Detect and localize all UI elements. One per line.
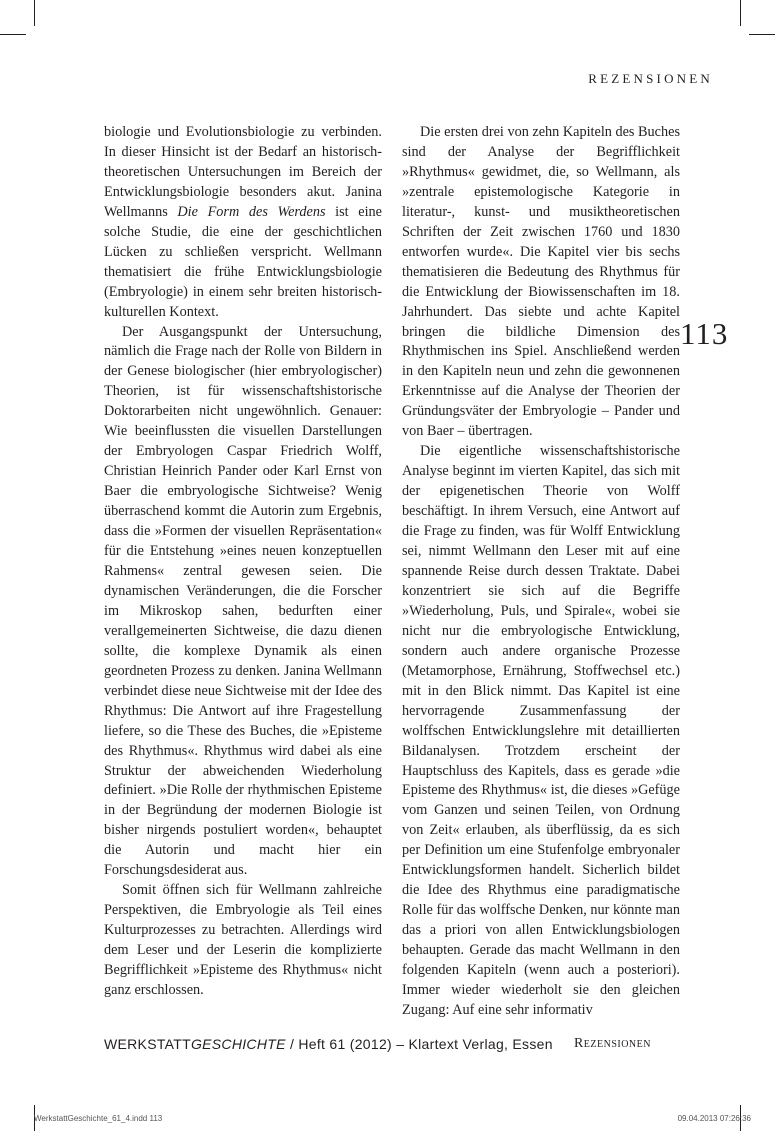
section-header: REZENSIONEN	[588, 71, 713, 86]
page-footer	[104, 1036, 651, 1052]
footer-citation: WERKSTATTGESCHICHTE / Heft 61 (2012) – Klartext Verlag, Essen	[104, 1036, 553, 1052]
crop-mark	[740, 0, 741, 26]
left-text-column	[104, 123, 382, 1001]
paragraph: biologie und Evolutionsbiologie zu verbinden. In dieser Hinsicht ist der Bedarf an historisch-theoretischen Untersuchungen im Bereich der Entwicklungsbiologie besonders akut. Janina Wellmanns Die Form des Werdens ist eine solche Studie, die eine der geschichtlichen Lücken zu schließen verspricht. Wellmann thematisiert die frühe Entwicklungsbiologie (Embryologie) in einem sehr breiten historisch-kulturellen Kontext.	[104, 124, 382, 320]
crop-mark	[0, 34, 26, 35]
print-slug-timestamp: 09.04.2013 07:26:36	[677, 1114, 751, 1123]
page-number: 113	[680, 316, 729, 351]
crop-mark	[749, 34, 775, 35]
crop-mark	[34, 0, 35, 26]
book-title: Die Form des Werdens	[177, 203, 326, 220]
footer-section-label: Rezensionen	[573, 1036, 651, 1051]
paragraph: Die eigentliche wissenschaftshistorische Analyse beginnt im vierten Kapitel, das sich mit der epigenetischen Theorie von Wolff beschäftigt. In ihrem Versuch, eine Antwort auf die Frage zu finden, was für Wolff Entwicklung sei, nimmt Wellmann den Leser mit auf eine spannende Reise durch dessen Traktate. Dabei konzentriert sie sich auf die Begriffe »Wiederholung, Puls, und Spirale«, wobei sie nicht nur die embryologische Entwicklung, sondern auch andere organische Prozesse (Metamorphose, Ernährung, Stoffwechsel etc.) mit in den Blick nimmt. Das Kapitel ist eine hervorragende Zusammenfassung der wolffschen Entwicklungslehre mit detaillierten Bildanalysen. Trotzdem erscheint der Hauptschluss des Kapitels, dass es gerade »die Episteme des Rhythmus« ist, die dieses »Gefüge vom Ganzen und seinen Teilen, von Ordnung von Zeit« erlauben, als überflüssig, da es sich per Definition um eine Stufenfolge embryonaler Entwicklungsformen handelt. Sicherlich bildet die Idee des Rhythmus eine paradigmatische Rolle für das wolffsche Denken, nur könnte man das a priori von allen Entwicklungsbiologen behaupten. Gerade das macht Wellmann in den folgenden Kapiteln (wenn auch a posteriori). Immer wieder wiederholt sie den gleichen Zugang: Auf eine sehr informativ	[402, 443, 680, 1018]
print-slug-file: WerkstattGeschichte_61_4.indd 113	[34, 1114, 163, 1123]
paragraph: Die ersten drei von zehn Kapiteln des Buches sind der Analyse der Begrifflichkeit »Rhythmus« gewidmet, die, so Wellmann, als »zentrale epistemologische Kategorie in literatur-, kunst- und musiktheoretischen Schriften der Zeit zwischen 1760 und 1830 entworfen wurde«. Die Kapitel vier bis sechs thematisieren die Bedeutung des Rhythmus für die Entwicklung der Biowissenschaften im 18. Jahrhundert. Das siebte und achte Kapitel bringen die bildliche Dimension des Rhythmischen ins Spiel. Anschließend werden in den Kapiteln neun und zehn die gewonnenen Erkenntnisse auf die Analyse der Theorien der Gründungsväter der Embryologie – Pander und von Baer – übertragen.	[402, 124, 680, 440]
paragraph: Der Ausgangspunkt der Untersuchung, nämlich die Frage nach der Rolle von Bildern in der Genese biologischer (hier embryologischer) Theorien, ist für wissenschaftshistorische Doktorarbeiten nicht ungewöhnlich. Genauer: Wie beeinflussten die visuellen Darstellungen der Embryologen Caspar Friedrich Wolff, Christian Heinrich Pander oder Karl Ernst von Baer die embryologische Sichtweise? Wenig überraschend kommt die Autorin zum Ergebnis, dass die »Formen der visuellen Repräsentation« für die Entstehung »eines neuen konzeptuellen Rahmens« zentral gewesen seien. Die dynamischen Veränderungen, die die Forscher im Mikroskop sahen, bedurften einer verallgemeinerten Sichtweise, die dazu dienen sollte, die komplexe Dynamik als einen geordneten Prozess zu denken. Janina Wellmann verbindet diese neue Sichtweise mit der Idee des Rhythmus: Die Antwort auf ihre Fragestellung liefere, so die These des Buches, die »Episteme des Rhythmus«. Rhythmus wird dabei als eine Struktur der abweichenden Wiederholung definiert. »Die Rolle der rhythmischen Episteme in der Begründung der modernen Biologie ist bisher nirgends postuliert worden«, behauptet die Autorin und macht hier ein Forschungsdesiderat aus.	[104, 323, 382, 879]
paragraph: Somit öffnen sich für Wellmann zahlreiche Perspektiven, die Embryologie als Teil eines Kulturprozesses zu betrachten. Allerdings wird dem Leser und der Leserin die komplizierte Begrifflichkeit »Episteme des Rhythmus« nicht ganz erschlossen.	[104, 882, 382, 998]
right-text-column	[402, 123, 680, 1021]
